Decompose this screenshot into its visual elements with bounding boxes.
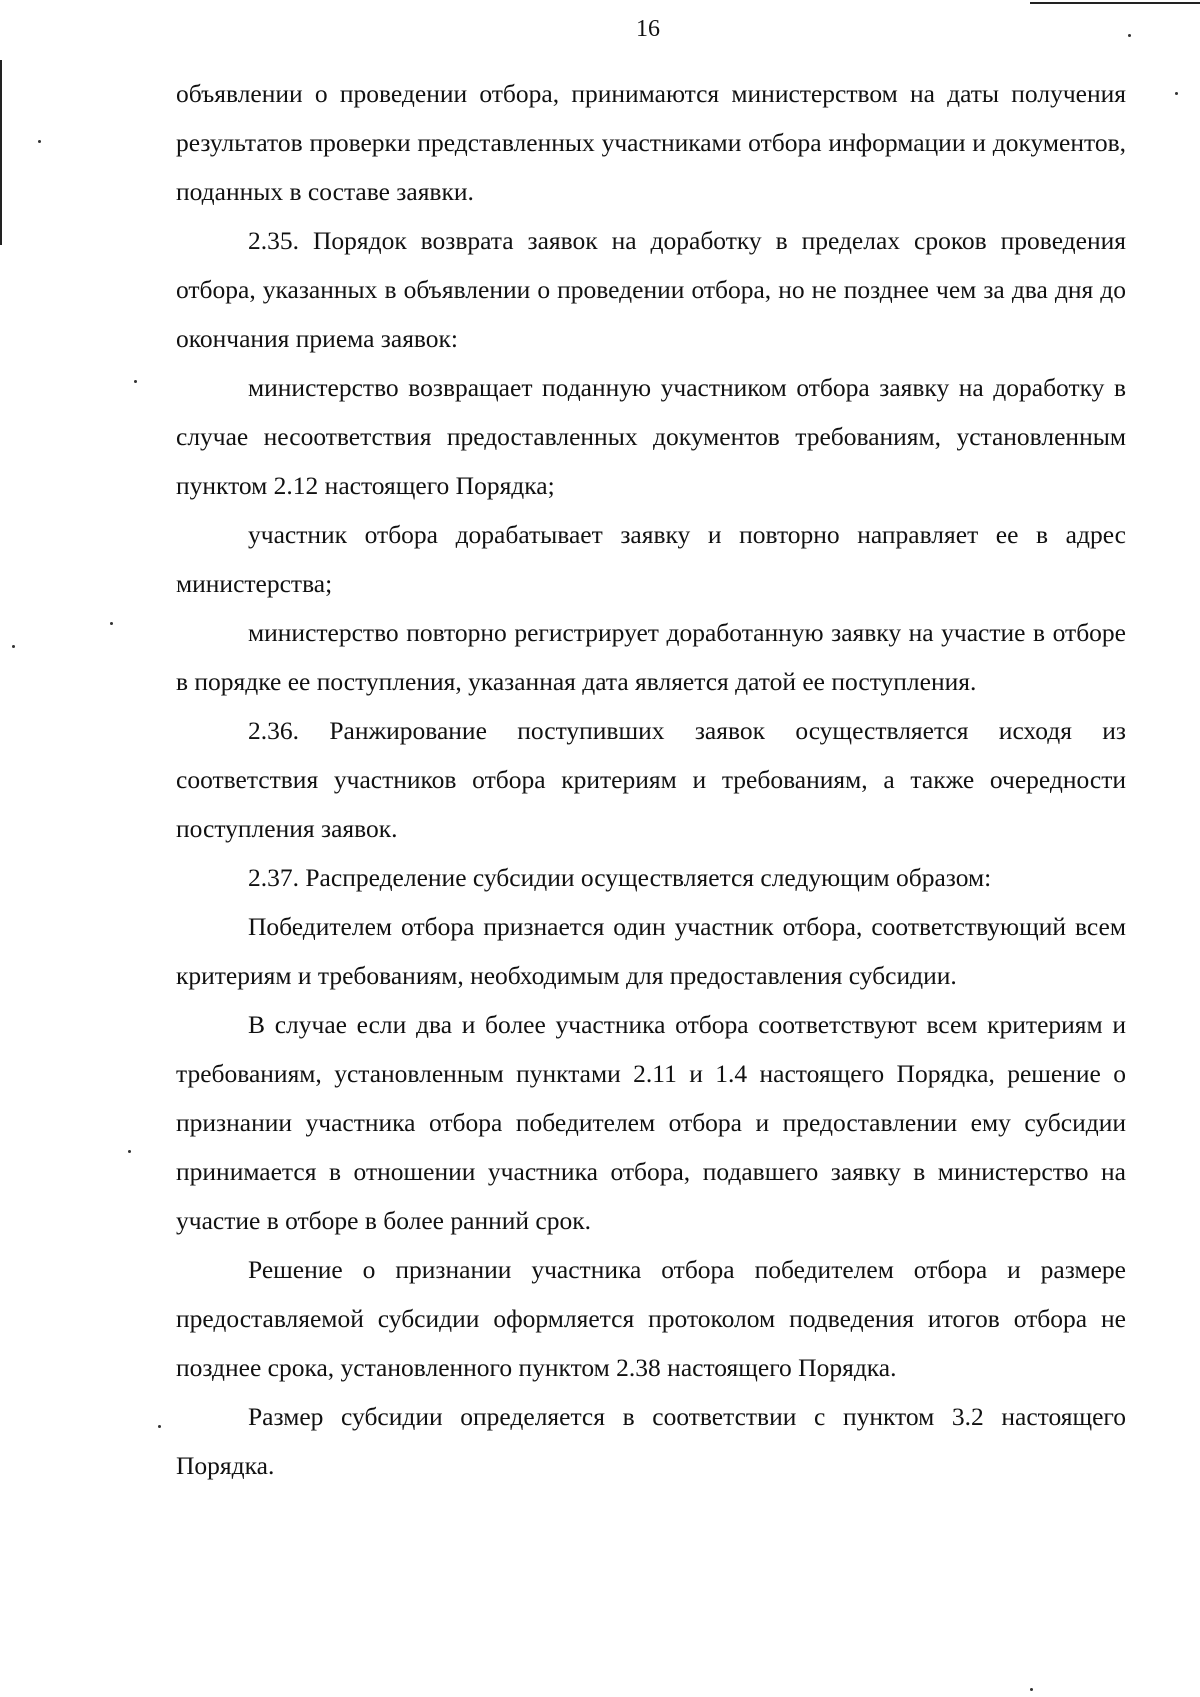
paragraph-tie-rule: В случае если два и более участника отбора соответствуют всем критериям и требованиям, установленным пунктами 2.11 и 1.4 настоящего Порядка, решение о признании участника отбора победителем отбора и предоставлении ему субсидии принимается в отношении участника отбора, подавшего заявку в министерство на участие в отборе в более ранний срок.	[176, 1010, 1126, 1235]
scan-speck	[1128, 34, 1131, 37]
paragraph-continuation: объявлении о проведении отбора, принимаются министерством на даты получения результатов проверки представленных участниками отбора информации и документов, поданных в составе заявки.	[176, 79, 1126, 206]
paragraph-2-36: 2.36. Ранжирование поступивших заявок осуществляется исходя из соответствия участников отбора критериям и требованиям, а также очередности поступления заявок.	[176, 716, 1126, 843]
scan-speck	[1175, 92, 1178, 95]
page-number: 16	[636, 16, 660, 42]
scan-edge-left	[0, 60, 2, 245]
scan-speck	[158, 1425, 161, 1428]
document-body	[176, 69, 1126, 1490]
scan-speck	[38, 140, 41, 143]
scan-speck	[12, 645, 15, 648]
scan-edge-top	[1030, 2, 1200, 4]
paragraph-2-35: 2.35. Порядок возврата заявок на доработку в пределах сроков проведения отбора, указанных в объявлении о проведении отбора, но не позднее чем за два дня до окончания приема заявок:	[176, 226, 1126, 353]
paragraph-return-application: министерство возвращает поданную участником отбора заявку на доработку в случае несоответствия предоставленных документов требованиям, установленным пунктом 2.12 настоящего Порядка;	[176, 373, 1126, 500]
paragraph-rework-application: участник отбора дорабатывает заявку и повторно направляет ее в адрес министерства;	[176, 520, 1126, 598]
paragraph-winner-definition: Победителем отбора признается один участник отбора, соответствующий всем критериям и требованиям, необходимым для предоставления субсидии.	[176, 912, 1126, 990]
paragraph-subsidy-size: Размер субсидии определяется в соответствии с пунктом 3.2 настоящего Порядка.	[176, 1402, 1126, 1480]
scan-speck	[128, 1150, 131, 1153]
scan-speck	[1030, 1688, 1033, 1691]
paragraph-decision-protocol: Решение о признании участника отбора победителем отбора и размере предоставляемой субсидии оформляется протоколом подведения итогов отбора не позднее срока, установленного пунктом 2.38 настоящего Порядка.	[176, 1255, 1126, 1382]
paragraph-2-37: 2.37. Распределение субсидии осуществляется следующим образом:	[248, 863, 992, 892]
scan-speck	[134, 380, 137, 383]
scan-speck	[110, 622, 113, 625]
paragraph-reregister-application: министерство повторно регистрирует доработанную заявку на участие в отборе в порядке ее поступления, указанная дата является датой ее поступления.	[176, 618, 1126, 696]
